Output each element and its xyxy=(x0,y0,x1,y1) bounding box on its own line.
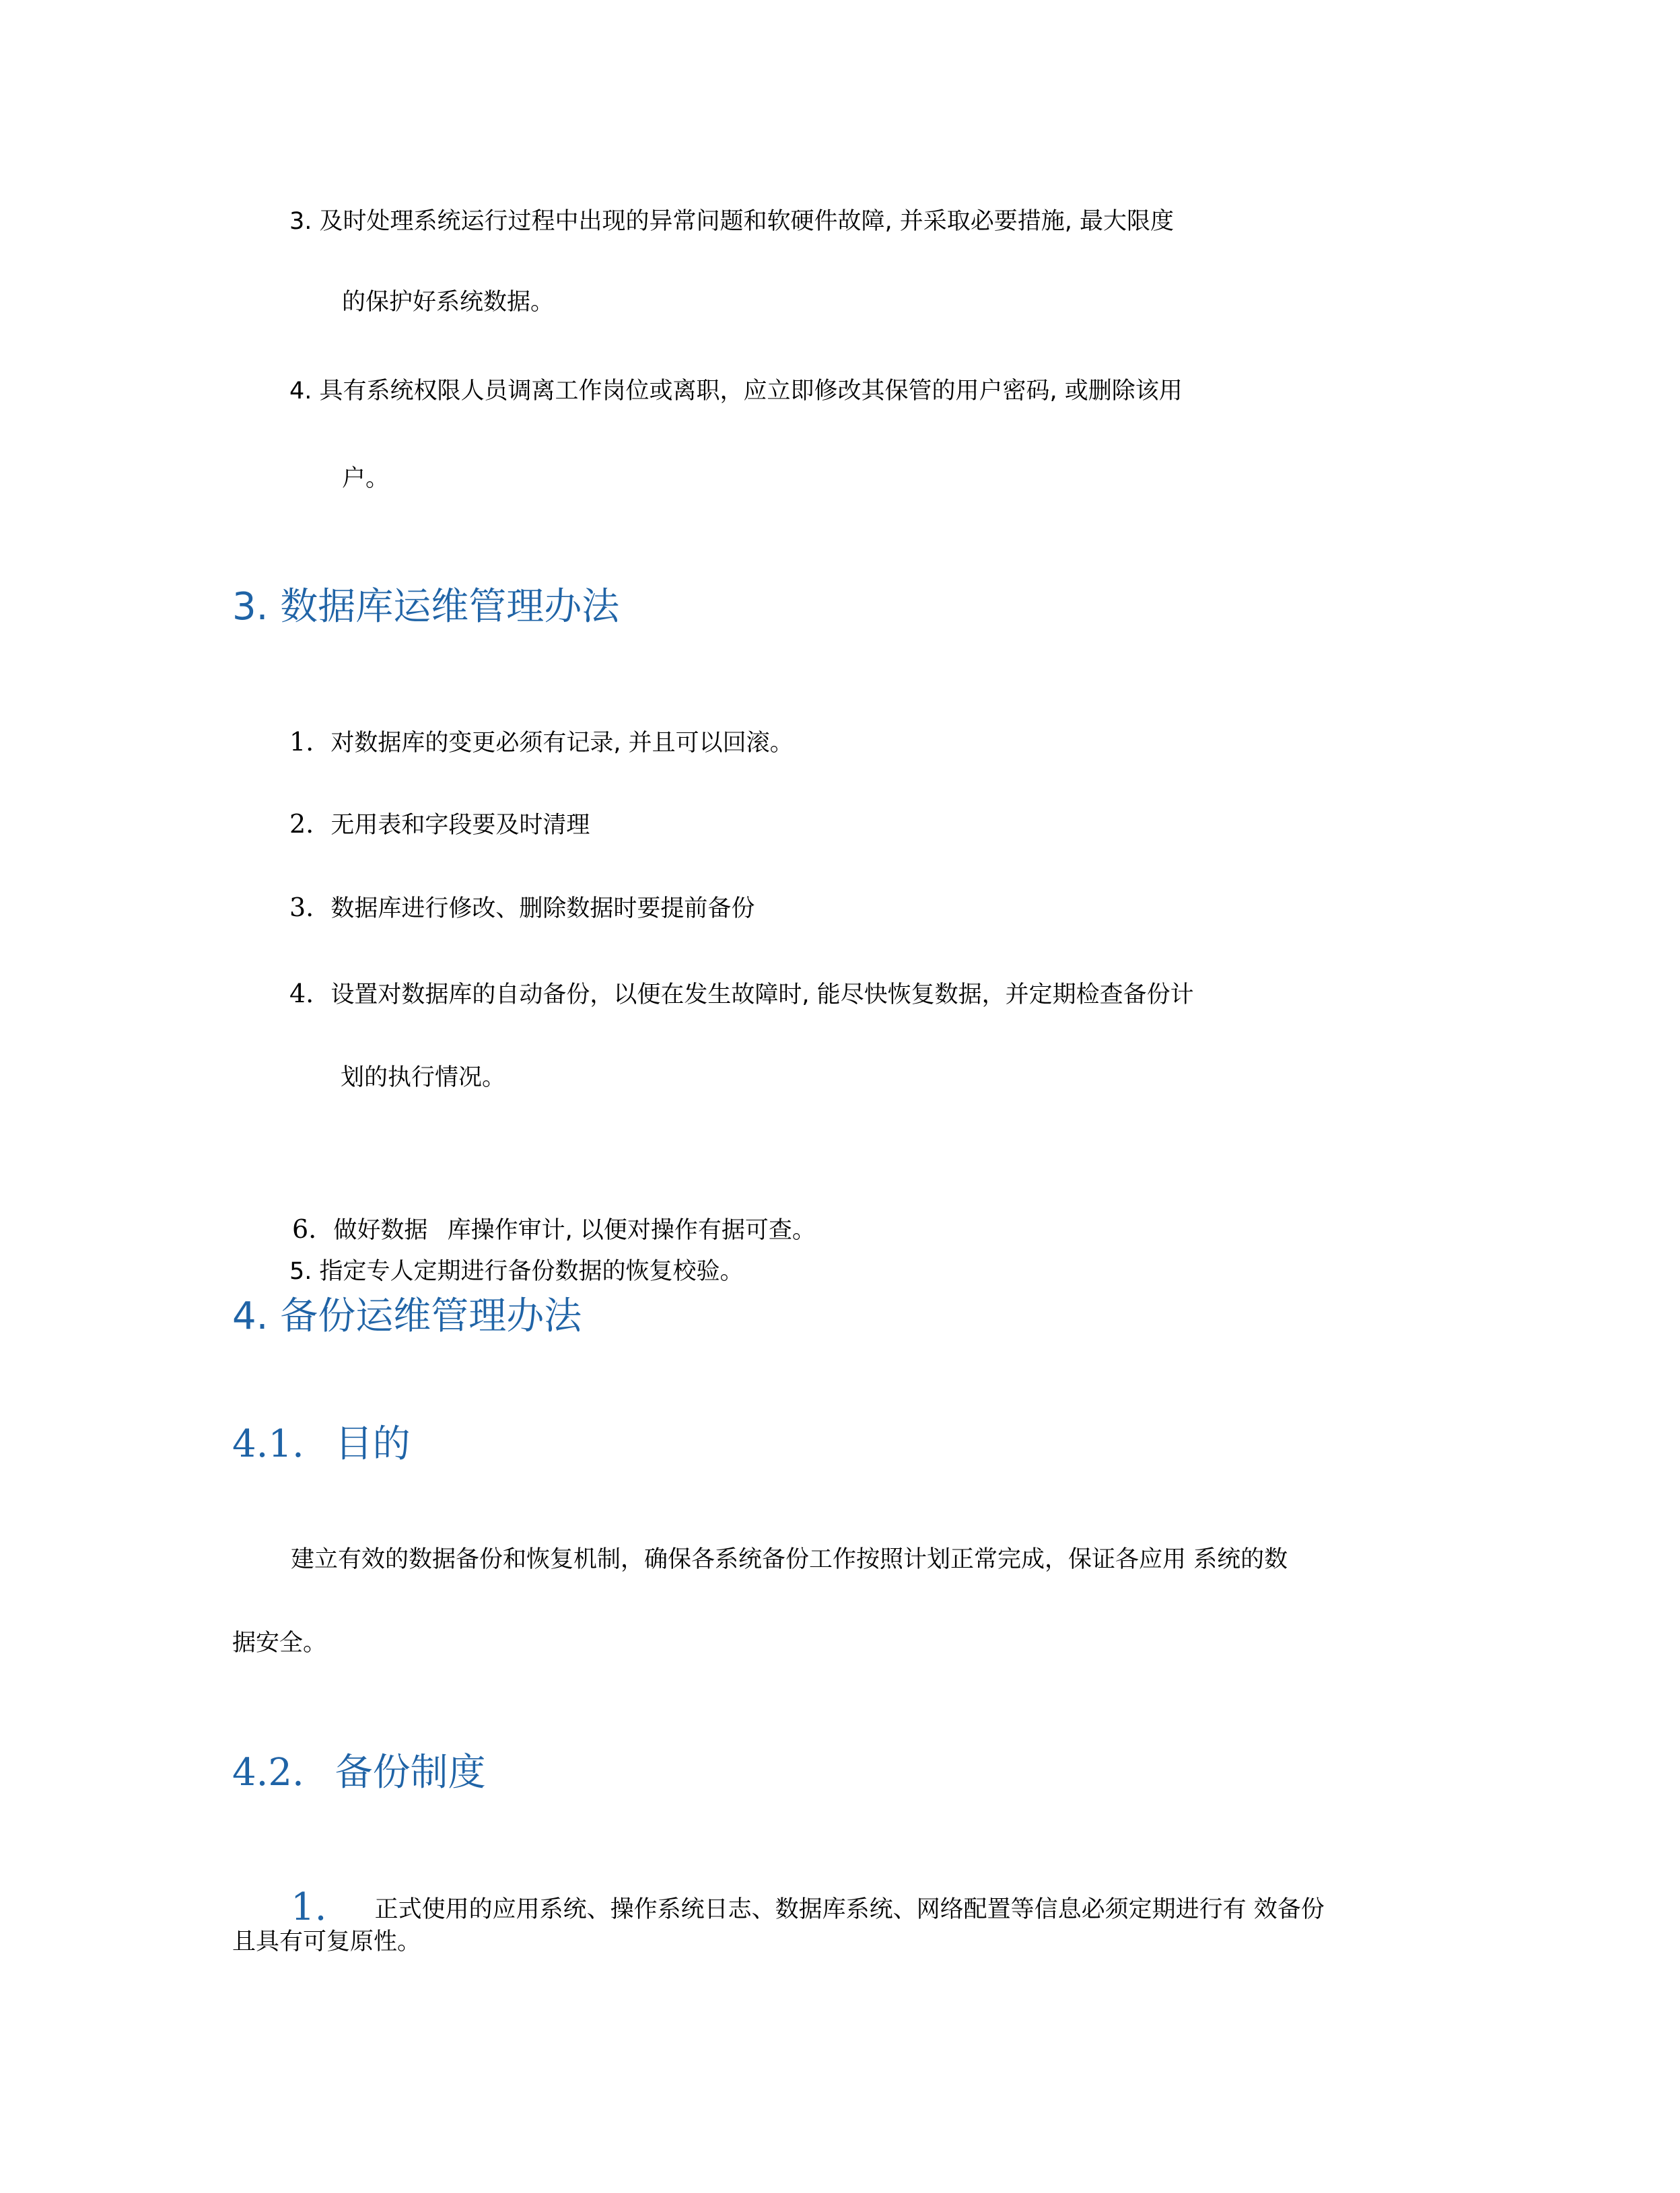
list-item-text: 数据库进行修改、删除数据时要提前备份 xyxy=(330,895,755,922)
paragraph-line: 建立有效的数据备份和恢复机制，确保各系统备份工作按照计划正常完成，保证各应用 系统的数 xyxy=(291,1546,1288,1573)
list-item xyxy=(289,377,1183,405)
list-item-text: 指定专人定期进行备份数据的恢复校验。 xyxy=(319,1258,744,1285)
list-item xyxy=(292,1214,816,1245)
list-item xyxy=(289,979,1194,1010)
list-item xyxy=(289,727,794,758)
list-item-number: 2. xyxy=(289,809,314,839)
subsection-number: 4.1. xyxy=(232,1422,304,1466)
list-item-continuation: 的保护好系统数据。 xyxy=(342,289,555,316)
list-item-number: 4. xyxy=(289,378,312,405)
subsection-heading-purpose xyxy=(232,1422,411,1467)
section-heading-backup: 4. 备份运维管理办法 xyxy=(232,1294,582,1338)
subsection-number: 4.2. xyxy=(232,1751,304,1795)
section-heading-database: 3. 数据库运维管理办法 xyxy=(232,585,620,629)
list-item-text: 库操作审计, 以便对操作有据可查。 xyxy=(447,1217,816,1244)
list-item-continuation: 且具有可复原性。 xyxy=(232,1928,421,1955)
list-item xyxy=(291,1885,1325,1930)
paragraph-line: 据安全。 xyxy=(232,1630,327,1657)
subsection-heading-backup-policy xyxy=(232,1750,486,1795)
list-item-text: 正式使用的应用系统、操作系统日志、数据库系统、网络配置等信息必须定期进行有 效备份 xyxy=(374,1896,1325,1923)
list-item-text: 无用表和字段要及时清理 xyxy=(330,812,590,839)
list-item xyxy=(289,1257,744,1286)
list-item-continuation: 户。 xyxy=(342,465,390,492)
list-item-number: 1. xyxy=(289,727,314,757)
list-item xyxy=(289,893,755,924)
list-item-text: 对数据库的变更必须有记录, 并且可以回滚。 xyxy=(330,730,794,757)
list-item-text: 具有系统权限人员调离工作岗位或离职，应立即修改其保管的用户密码, 或删除该用 xyxy=(319,378,1183,405)
list-item-number: 6. xyxy=(292,1214,317,1244)
list-item-number: 3. xyxy=(289,208,312,235)
list-item-continuation: 划的执行情况。 xyxy=(341,1064,506,1091)
subsection-title: 目的 xyxy=(335,1422,411,1466)
list-item xyxy=(289,207,1174,236)
list-item-number: 3. xyxy=(289,893,314,922)
list-item-number: 1. xyxy=(291,1885,327,1929)
list-item-number: 5. xyxy=(289,1258,312,1285)
list-item-text: 及时处理系统运行过程中出现的异常问题和软硬件故障, 并采取必要措施, 最大限度 xyxy=(319,208,1175,235)
list-item-text: 设置对数据库的自动备份，以便在发生故障时, 能尽快恢复数据，并定期检查备份计 xyxy=(330,981,1194,1008)
subsection-title: 备份制度 xyxy=(335,1751,486,1795)
list-item xyxy=(289,809,590,840)
list-item-number: 4. xyxy=(289,979,314,1008)
list-item-text: 做好数据 xyxy=(333,1217,428,1244)
